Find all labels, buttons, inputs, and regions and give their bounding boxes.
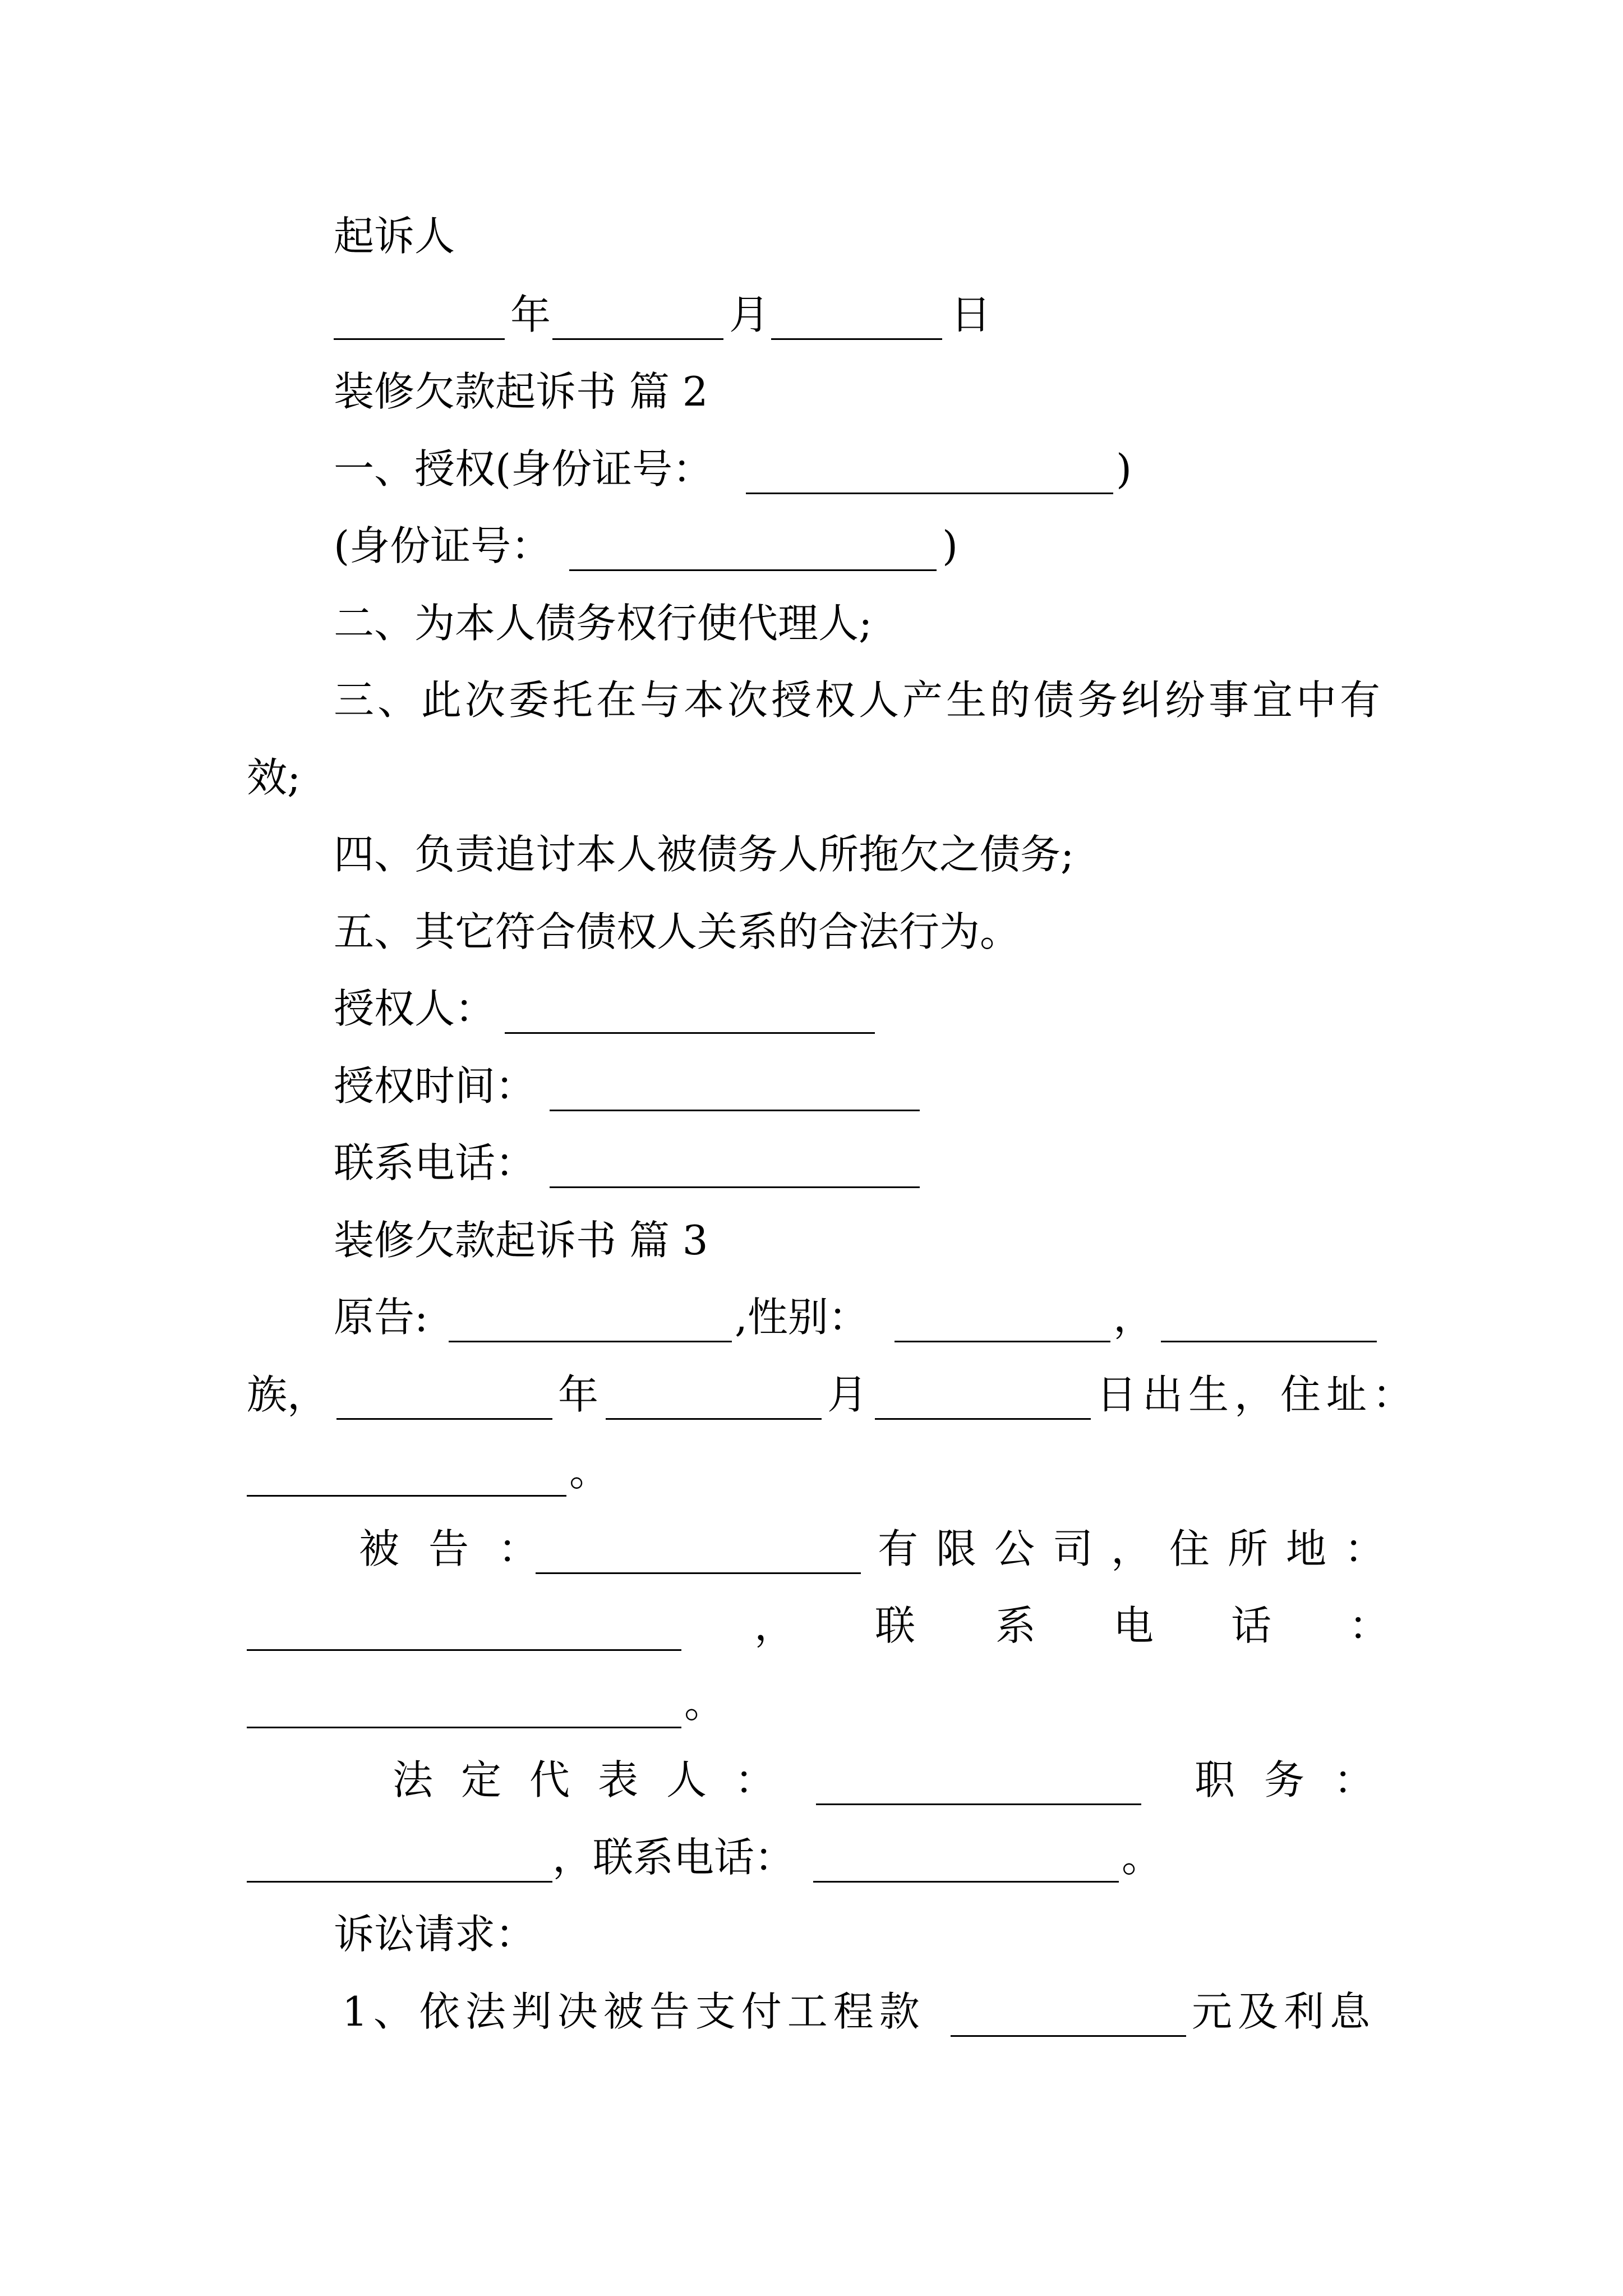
text: 职务： [1195,1756,1404,1803]
text: 元及利息 [1192,1988,1376,2035]
text: (身份证号： [334,522,552,569]
paragraph [0,445,1623,516]
blank-field [569,569,937,571]
blank-field [1161,1341,1377,1342]
paragraph [0,522,1623,593]
blank-field [550,1110,920,1111]
blank-field [771,338,942,340]
blank-field [816,1803,1141,1805]
blank-field [247,1727,681,1728]
blank-field [247,1495,566,1497]
text: ： [1349,1602,1390,1649]
paragraph [0,1988,1623,2059]
text: 系 [995,1602,1036,1649]
text: 1、依法判决被告支付工程款 [342,1988,925,2035]
paragraph [0,1525,1623,1596]
text: 起诉人 [334,213,455,260]
signature-line [0,1139,1623,1210]
text: 月 [729,291,770,338]
blank-field [552,338,723,340]
text: 族， [247,1371,328,1418]
blank-field [875,1418,1091,1420]
text: 被告： [359,1525,568,1572]
signature-line [0,985,1623,1056]
date-line [0,291,1623,362]
paragraph [0,1756,1623,1827]
blank-field [951,2035,1186,2037]
section-heading [0,1911,1623,1981]
text: 年 [558,1371,599,1418]
text: 法定代表人： [393,1756,804,1803]
paragraph [0,908,1623,979]
text: 一、授权(身份证号： [334,445,713,493]
text: 有限公司，住所地： [878,1525,1403,1572]
blank-field [746,493,1113,494]
blank-field [550,1186,920,1188]
paragraph [0,1834,1623,1904]
text: 电 [1113,1602,1154,1649]
blank-field [505,1032,875,1034]
text: ， [754,1602,795,1649]
text: 联 [875,1602,916,1649]
text: ) [1116,445,1132,493]
blank-field [334,338,505,340]
text: ,性别： [735,1294,869,1341]
text: 诉讼请求： [334,1911,536,1958]
text: ) [942,522,958,569]
text: 装修欠款起诉书 篇 3 [334,1217,708,1264]
blank-field [449,1341,732,1342]
section-heading [0,1217,1623,1287]
blank-field [247,1881,552,1883]
text: 原告: [334,1294,428,1341]
blank-field [336,1418,552,1420]
blank-field [895,1341,1110,1342]
paragraph [0,1448,1623,1519]
blank-field [606,1418,822,1420]
text: 。 [569,1448,610,1495]
paragraph [0,600,1623,670]
text: 装修欠款起诉书 篇 2 [334,368,708,415]
signature-line [0,1062,1623,1133]
signature-line [0,213,1623,283]
paragraph [0,754,1623,825]
text: 月 [827,1371,868,1418]
paragraph [0,1371,1623,1442]
text: 。 [684,1680,725,1727]
section-heading [0,368,1623,439]
paragraph [0,1680,1623,1750]
text: 授权时间： [334,1062,536,1110]
text: 。 [1122,1834,1163,1881]
text: 四、负责追讨本人被债务人所拖欠之债务; [334,831,1075,878]
text: 二、为本人债务权行使代理人; [334,600,873,647]
text: 话 [1231,1602,1272,1649]
text: 年 [510,291,551,338]
text: 效; [247,754,301,801]
text: ， [1113,1294,1154,1341]
text: 三、此次委托在与本次授权人产生的债务纠纷事宜中有 [334,677,1384,724]
blank-field [813,1881,1119,1883]
text: 五、其它符合债权人关系的合法行为。 [334,908,1021,955]
paragraph [0,1602,1623,1673]
text: 日出生，住址： [1096,1371,1419,1418]
text: 日 [951,291,992,338]
text: 授权人： [334,985,496,1032]
paragraph [0,677,1623,747]
text: 联系电话： [334,1139,536,1186]
blank-field [247,1649,681,1651]
text: ，联系电话： [552,1834,795,1881]
paragraph [0,831,1623,901]
paragraph [0,1294,1623,1364]
blank-field [536,1572,861,1574]
